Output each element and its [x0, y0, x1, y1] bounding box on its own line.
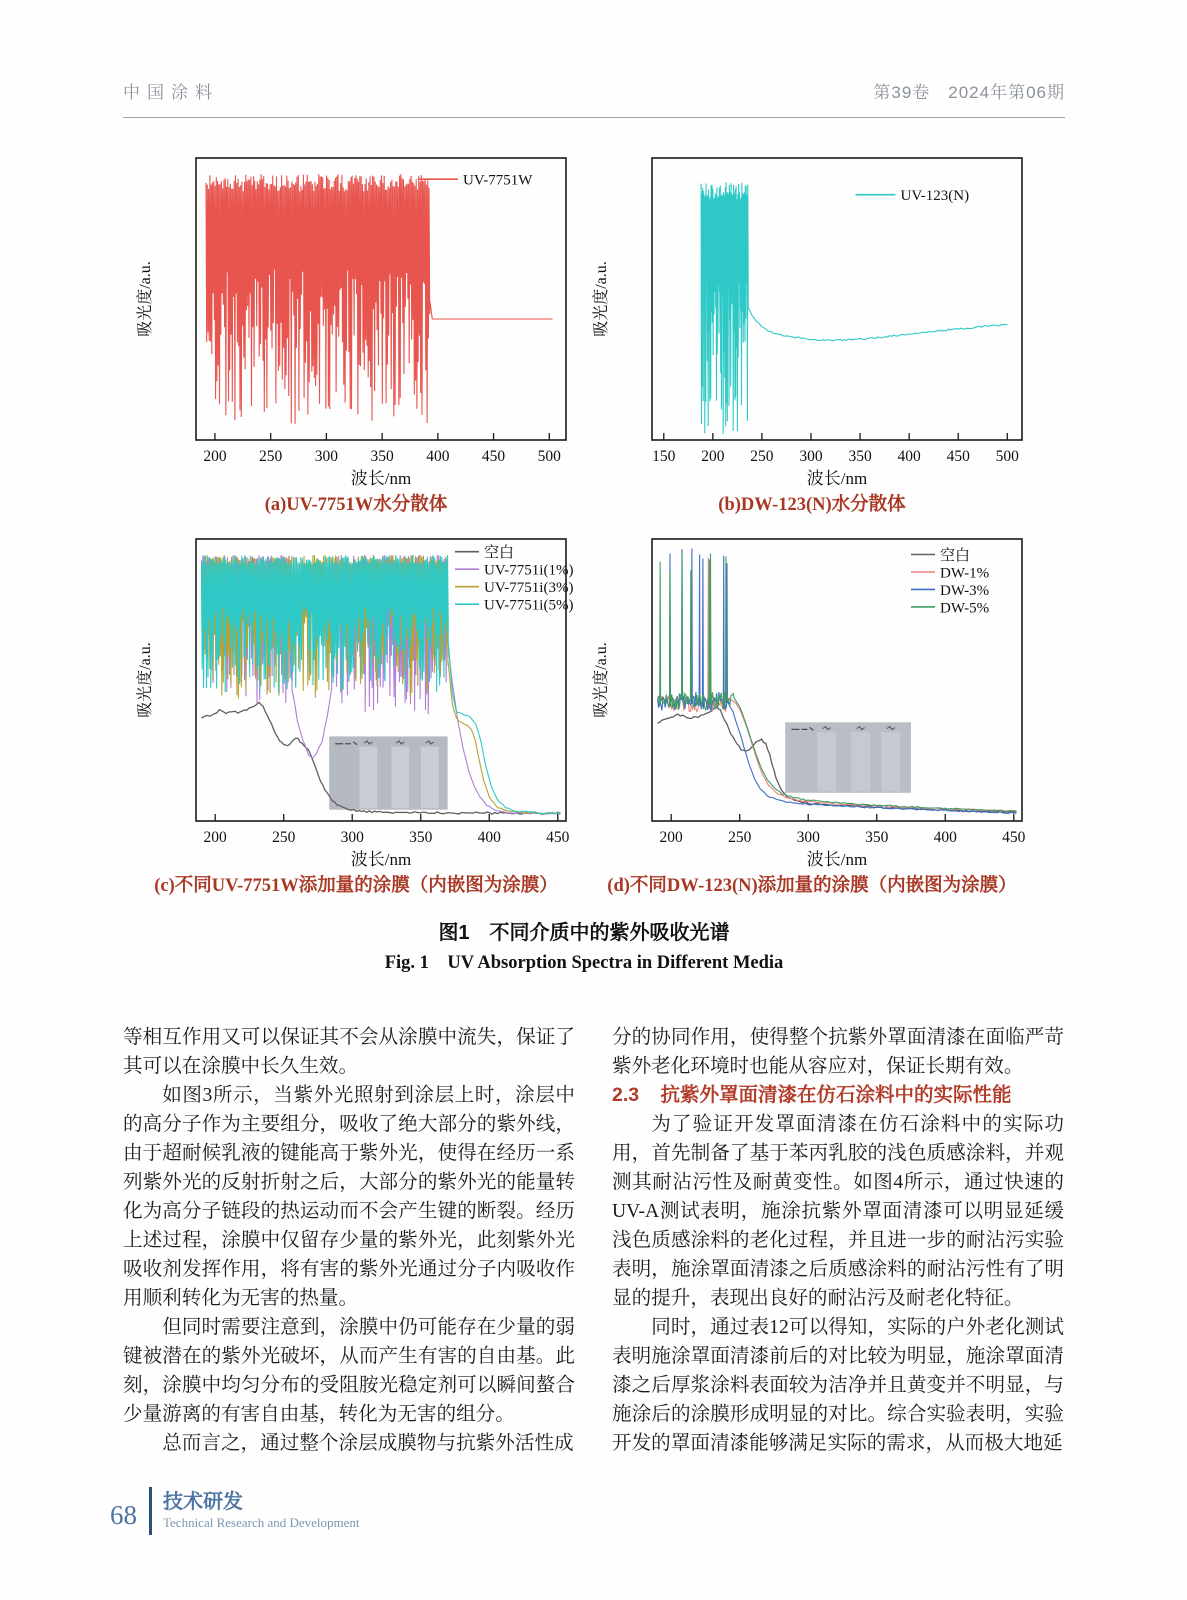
svg-text:DW-5%: DW-5% [940, 600, 990, 617]
svg-text:200: 200 [203, 448, 227, 465]
svg-text:DW-1%: DW-1% [940, 565, 990, 582]
y-axis-label: 吸光度/a.u. [593, 642, 610, 718]
chart-cell-d [584, 527, 1040, 898]
svg-text:250: 250 [728, 829, 752, 846]
issue-info: 第39卷 2024年第06期 [873, 83, 1065, 102]
svg-text:500: 500 [995, 448, 1019, 465]
legend [455, 543, 573, 613]
series-group [206, 174, 553, 424]
svg-text:400: 400 [426, 448, 450, 465]
svg-text:450: 450 [946, 448, 970, 465]
legend [856, 188, 970, 204]
svg-text:300: 300 [340, 829, 364, 846]
legend [911, 546, 989, 616]
x-axis [203, 433, 561, 465]
svg-text:250: 250 [272, 829, 296, 846]
svg-text:200: 200 [701, 448, 725, 465]
figure-grid [128, 146, 1040, 898]
page-footer [110, 1487, 360, 1535]
svg-text:空白: 空白 [940, 548, 971, 565]
svg-text:200: 200 [203, 829, 227, 846]
svg-text:300: 300 [796, 829, 820, 846]
svg-text:UV-7751W: UV-7751W [463, 172, 533, 189]
svg-text:UV-7751i(3%): UV-7751i(3%) [484, 580, 574, 597]
figure-caption-zh: 图1 不同介质中的紫外吸收光谱 [438, 922, 730, 944]
x-axis [652, 433, 1019, 465]
svg-text:450: 450 [481, 448, 506, 465]
right-column [612, 1023, 1064, 1458]
series-group [701, 182, 1007, 434]
svg-text:150: 150 [652, 448, 676, 465]
svg-text:250: 250 [750, 448, 774, 465]
svg-text:350: 350 [848, 448, 872, 465]
article-body [123, 1023, 1065, 1458]
paragraph: 同时，通过表12可以得知，实际的户外老化测试表明施涂罩面清漆前后的对比较为明显，施涂罩面清漆之后厚浆涂料表面较为洁净并且黄变并不明显，与施涂后的涂膜形成明显的对比。综合实验表明，实验开发的罩面清漆能够满足实际的需求，从而极大地延 [612, 1317, 1064, 1454]
paragraph: 为了验证开发罩面清漆在仿石涂料中的实际功用，首先制备了基于苯丙乳胶的浅色质感涂料，并观测其耐沾污性及耐黄变性。如图4所示，通过快速的UV-A测试表明，施涂抗紫外罩面清漆可以明显延缓浅色质感涂料的老化过程，并且进一步的耐沾污实验表明，施涂罩面清漆之后质感涂料的耐沾污性有了明显的提升，表现出良好的耐沾污及耐老化特征。 [612, 1114, 1064, 1309]
svg-text:DW-3%: DW-3% [940, 582, 990, 599]
chart-caption-a: (a)UV-7751W水分散体 [264, 495, 448, 515]
chart-uv7751w-films [128, 527, 584, 871]
x-axis-label: 波长/nm [806, 469, 868, 488]
svg-text:350: 350 [409, 829, 433, 846]
svg-text:400: 400 [477, 829, 501, 846]
svg-text:空白: 空白 [484, 545, 515, 562]
x-axis-label: 波长/nm [350, 850, 412, 869]
svg-text:300: 300 [799, 448, 823, 465]
svg-text:500: 500 [537, 448, 561, 465]
paragraph: 总而言之，通过整个涂层成膜物与抗紫外活性成 [162, 1433, 574, 1454]
series-UV-123(N) [701, 182, 1007, 434]
section-heading: 2.3 抗紫外罩面清漆在仿石涂料中的实际性能 [612, 1084, 1012, 1106]
chart-caption-d: (d)不同DW-123(N)添加量的涂膜（内嵌图为涂膜） [607, 876, 1017, 896]
x-axis [204, 814, 570, 846]
film-inset-photo [329, 736, 447, 809]
footer-section [163, 1490, 360, 1532]
page-number: 68 [110, 1499, 137, 1530]
y-axis-label: 吸光度/a.u. [137, 261, 154, 337]
footer-divider [149, 1487, 152, 1535]
svg-text:400: 400 [933, 829, 957, 846]
section-number: 2.3 [612, 1084, 640, 1106]
figure-caption-block [128, 918, 1040, 978]
svg-text:350: 350 [370, 448, 394, 465]
chart-caption-c: (c)不同UV-7751W添加量的涂膜（内嵌图为涂膜） [154, 876, 558, 896]
x-axis-label: 波长/nm [350, 469, 412, 488]
chart-dw123n-dispersion [584, 146, 1040, 490]
svg-text:400: 400 [897, 448, 921, 465]
paragraph: 分的协同作用，使得整个抗紫外罩面清漆在面临严苛紫外老化环境时也能从容应对，保证长期有效。 [612, 1027, 1064, 1077]
y-axis-label: 吸光度/a.u. [593, 261, 610, 337]
film-inset-photo [785, 722, 911, 793]
paragraph: 但同时需要注意到，涂膜中仍可能存在少量的弱键被潜在的紫外光破坏，从而产生有害的自由基。此刻，涂膜中均匀分布的受阻胺光稳定剂可以瞬间螯合少量游离的有害自由基，转化为无害的组分。 [123, 1317, 575, 1425]
paragraph: 如图3所示，当紫外光照射到涂层上时，涂层中的高分子作为主要组分，吸收了绝大部分的紫外线，由于超耐候乳液的键能高于紫外光，使得在经历一系列紫外光的反射折射之后，大部分的紫外光的能量转化为高分子链段的热运动而不会产生键的断裂。经历上述过程，涂膜中仅留存少量的紫外光，此刻紫外光吸收剂发挥作用，将有害的紫外光通过分子内吸收作用顺利转化为无害的热量。 [123, 1085, 575, 1309]
svg-text:UV-123(N): UV-123(N) [900, 188, 970, 205]
page-header [123, 78, 1065, 118]
journal-name: 中国涂料 [123, 83, 219, 102]
x-axis [660, 814, 1026, 846]
paragraph: 等相互作用又可以保证其不会从涂膜中流失，保证了其可以在涂膜中长久生效。 [123, 1027, 575, 1077]
svg-text:450: 450 [1002, 829, 1026, 846]
chart-cell-a [128, 146, 584, 517]
svg-text:300: 300 [314, 448, 339, 465]
figure-caption-en: Fig. 1 UV Absorption Spectra in Different Media [384, 953, 784, 973]
svg-text:450: 450 [546, 829, 570, 846]
chart-dw123n-films [584, 527, 1040, 871]
footer-section-en: Technical Research and Development [163, 1515, 360, 1530]
series-UV-7751W [206, 174, 553, 424]
chart-cell-b [584, 146, 1040, 517]
left-column [123, 1023, 575, 1458]
svg-text:200: 200 [659, 829, 683, 846]
x-axis-label: 波长/nm [806, 850, 868, 869]
svg-text:UV-7751i(1%): UV-7751i(1%) [484, 562, 574, 579]
svg-text:350: 350 [865, 829, 889, 846]
svg-text:250: 250 [259, 448, 283, 465]
chart-caption-b: (b)DW-123(N)水分散体 [718, 495, 906, 515]
y-axis-label: 吸光度/a.u. [137, 642, 154, 718]
chart-cell-c [128, 527, 584, 898]
svg-text:UV-7751i(5%): UV-7751i(5%) [484, 597, 574, 614]
legend [418, 173, 533, 189]
footer-section-zh: 技术研发 [163, 1491, 243, 1513]
chart-uv7751w-dispersion [128, 146, 584, 490]
